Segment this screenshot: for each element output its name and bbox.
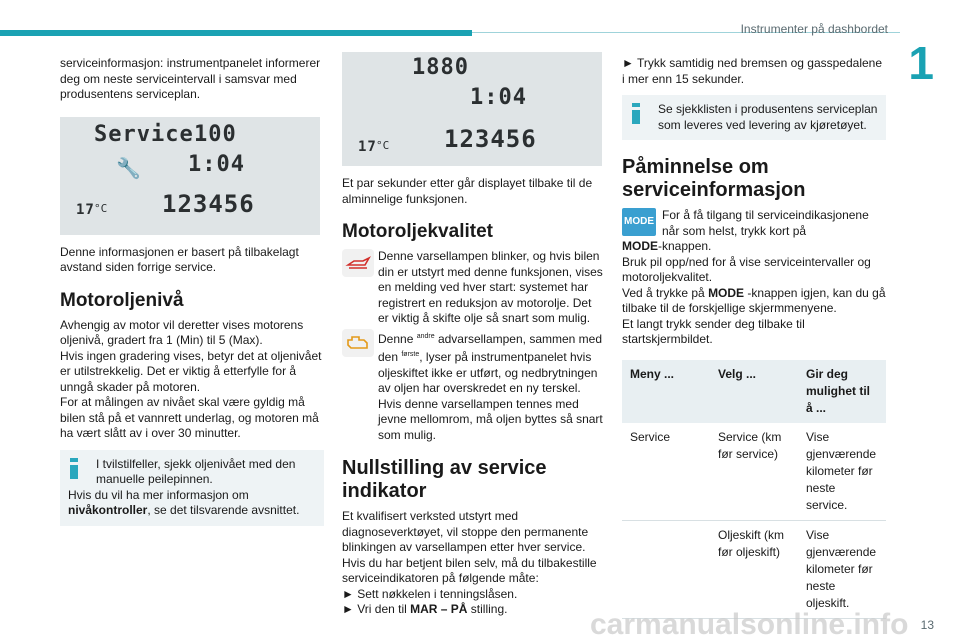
lcd-temp: 17 xyxy=(76,201,95,218)
lcd-odometer: 123456 xyxy=(162,189,255,218)
step-1: ► Sett nøkkelen i tenningslåsen. xyxy=(342,586,518,601)
mode-text-3: Ved å trykke på MODE -knappen igjen, kan du gå tilbake til de forskjellige skjermmenyene. xyxy=(622,285,886,315)
lcd-temp-unit: °C xyxy=(376,139,390,152)
lcd-service-label: Service xyxy=(94,121,194,147)
note-text-2: Hvis du vil ha mer informasjon om nivåkontroller, se det tilsvarende avsnittet. xyxy=(68,487,300,517)
oil-level-p2: Hvis ingen gradering vises, betyr det at oljenivået er utilstrekkelig. Det er viktig å etterfylle for å unngå skader på motoren. xyxy=(60,348,322,394)
warning-text-2: Denne $^{andre}$ advarsellampen, sammen med den $^{første}$, lyser på instrumentpanelet hvis oljeskiftet ikke er utført, og nedbrytningen av oljen har overskredet en ny terskel. Hvis denne varsellampen tennes med jevne mellomrom, må oljen byttes så snart som mulig. xyxy=(378,331,603,442)
heading-reminder: Påminnelse om serviceinformasjon xyxy=(622,156,806,201)
heading-oil-level: Motoroljenivå xyxy=(60,289,184,311)
table-cell: Service (km før service) xyxy=(710,423,798,521)
mode-text-2: Bruk pil opp/ned for å vise serviceintervaller og motoroljekvalitet. xyxy=(622,254,871,284)
column-2 xyxy=(342,52,604,618)
table-cell: Vise gjenværende kilometer før neste service. xyxy=(798,423,886,521)
table-header: Gir deg mulighet til å ... xyxy=(798,360,886,423)
service-display-image xyxy=(60,117,320,235)
column-3 xyxy=(622,56,886,619)
distance-info: Denne informasjonen er basert på tilbakelagt avstand siden forrige service. xyxy=(60,244,299,274)
display-return-text: Et par sekunder etter går displayet tilbake til de alminnelige funksjonen. xyxy=(342,176,593,206)
table-cell: Vise gjenværende kilometer før neste oljeskift. xyxy=(798,520,886,618)
watermark: carmanualsonline.info xyxy=(590,608,909,640)
table-row xyxy=(622,423,886,521)
reset-p2: Hvis du har betjent bilen selv, må du tilbakestille serviceindikatoren på følgende måte: xyxy=(342,555,597,585)
lcd-time: 1:04 xyxy=(188,151,245,177)
heading-oil-quality: Motoroljekvalitet xyxy=(342,221,493,242)
lcd-time: 1:04 xyxy=(470,85,527,110)
oil-can-warning-icon xyxy=(342,249,374,277)
oil-display-image xyxy=(342,52,602,166)
table-row xyxy=(622,520,886,618)
mode-row xyxy=(622,208,886,239)
info-note xyxy=(60,450,324,526)
step-3: ► Trykk samtidig ned bremsen og gasspedalene i mer enn 15 sekunder. xyxy=(622,56,883,86)
oil-level-p1: Avhengig av motor vil deretter vises motorens oljenivå, gradert fra 1 (Min) til 5 (Max). xyxy=(60,317,304,347)
info-icon xyxy=(632,103,640,125)
mode-text-4: Et langt trykk sender deg tilbake til startskjermbildet. xyxy=(622,316,805,346)
mode-text-1: For å få tilgang til serviceindikasjonene når som helst, trykk kort på xyxy=(662,208,869,238)
heading-reset: Nullstilling av service indikator xyxy=(342,457,547,502)
info-note xyxy=(622,95,886,140)
wrench-icon: 🔧 xyxy=(116,155,141,180)
menu-table xyxy=(622,360,886,619)
table-cell xyxy=(622,520,710,618)
mode-text-1b: MODE-knappen. xyxy=(622,239,712,253)
intro-text: serviceinformasjon: instrumentpanelet informerer deg om neste serviceintervall i samsvar med produsentens serviceplan. xyxy=(60,56,321,101)
column-1 xyxy=(60,56,324,534)
table-cell: Oljeskift (km før oljeskift) xyxy=(710,520,798,618)
page-number: 13 xyxy=(920,618,934,632)
lcd-odometer: 123456 xyxy=(444,125,537,153)
info-icon xyxy=(70,458,78,480)
mode-button-icon: MODE xyxy=(622,208,656,236)
note-text: Se sjekklisten i produsentens serviceplan som leveres ved levering av kjøretøyet. xyxy=(658,102,878,132)
chapter-number: 1 xyxy=(908,37,934,89)
lcd-temp-unit: °C xyxy=(94,201,108,215)
header-accent-bar xyxy=(0,30,472,36)
lcd-temp: 17 xyxy=(358,139,377,155)
section-title: Instrumenter på dashbordet xyxy=(740,22,888,36)
oil-level-p3: For at målingen av nivået skal være gyldig må bilen stå på et vannrett underlag, og motoren må ha vært slått av i over 30 minutter. xyxy=(60,395,319,440)
note-text: I tvilstilfeller, sjekk oljenivået med den manuelle peilepinnen. xyxy=(96,456,296,486)
table-header: Meny ... xyxy=(622,360,710,423)
engine-warning-icon xyxy=(342,329,374,357)
lcd-service-value: 100 xyxy=(194,121,237,147)
step-2: ► Vri den til MAR – PÅ stilling. xyxy=(342,602,508,616)
note-link-level: nivåkontroller xyxy=(68,503,148,517)
warning-row-2 xyxy=(342,329,604,444)
warning-text-1: Denne varsellampen blinker, og hvis bilen din er utstyrt med denne funksjonen, vises en melding ved hver start: systemet har registrert en reduksjon av motorolje. Det er viktig å skifte olje så snart som mulig. xyxy=(378,249,603,325)
reset-p1: Et kvalifisert verksted utstyrt med diagnoseverktøyet, vil stoppe den permanente blinkingen av varsellampen etter hver service. xyxy=(342,509,589,554)
lcd-top-value: 1880 xyxy=(412,55,469,80)
warning-row-1 xyxy=(342,249,604,327)
table-header: Velg ... xyxy=(710,360,798,423)
table-cell: Service xyxy=(622,423,710,521)
